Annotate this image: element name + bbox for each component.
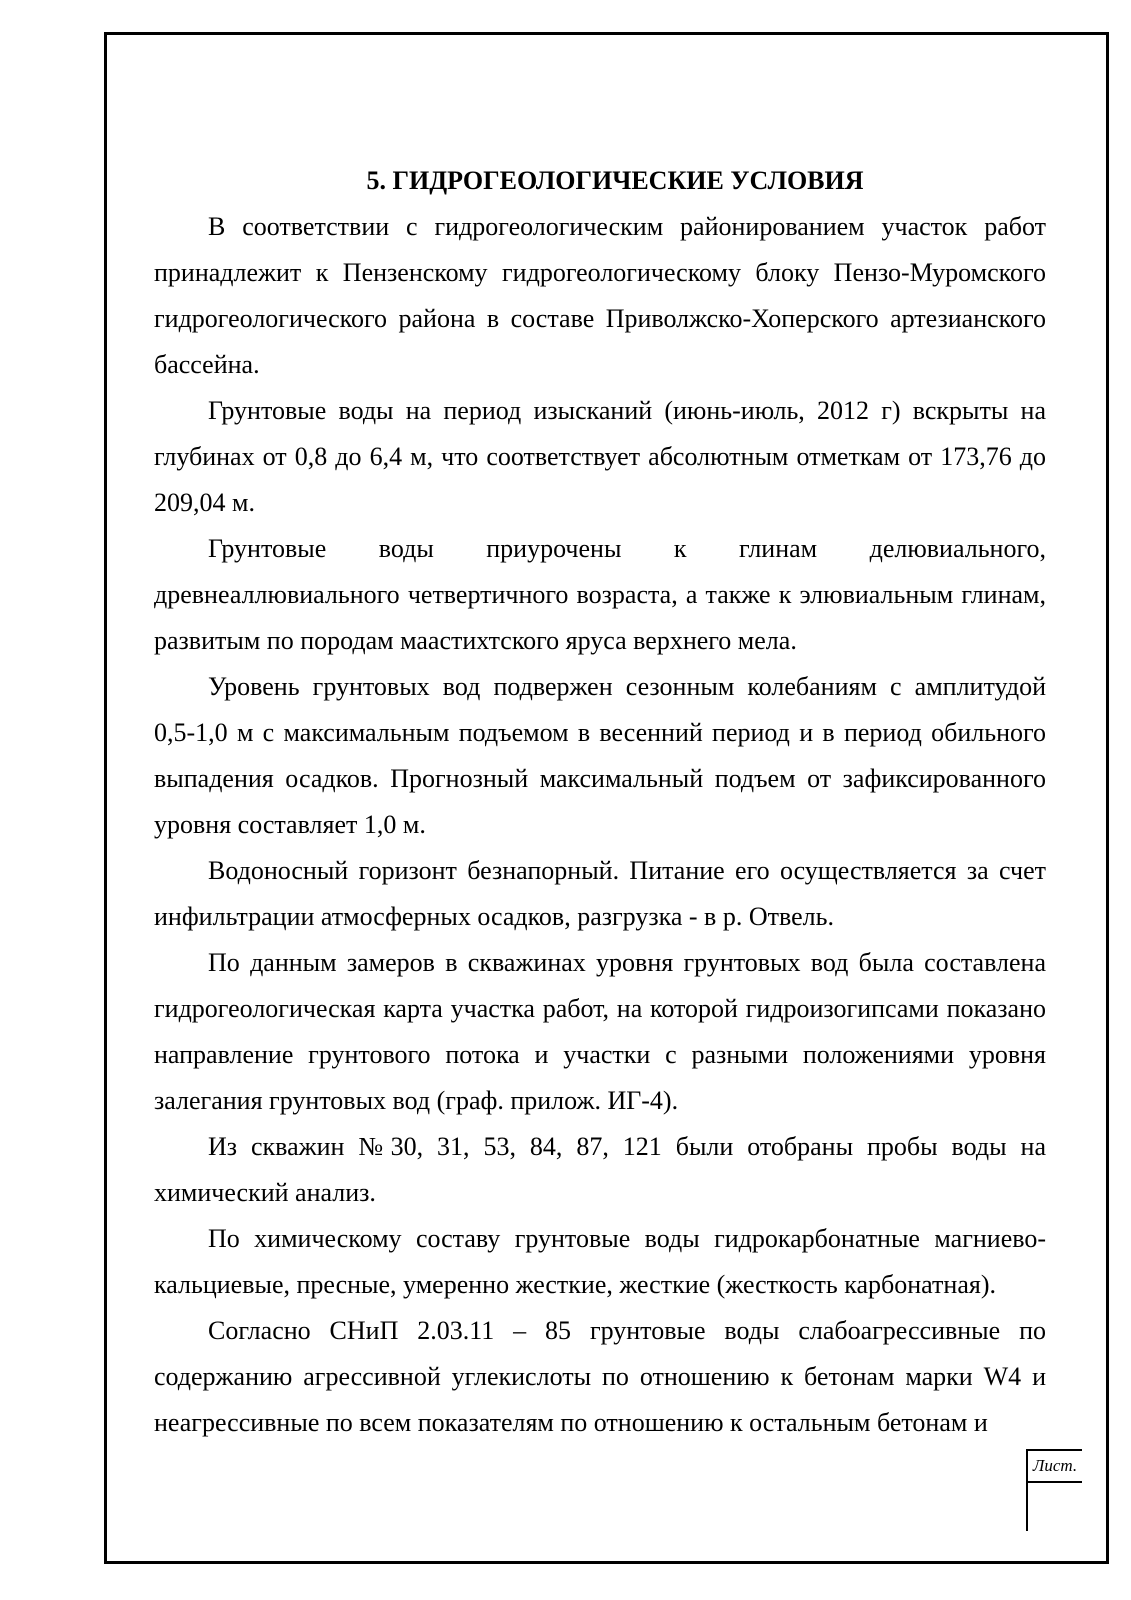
paragraph: Водоносный горизонт безнапорный. Питание его осуществляется за счет инфильтрации атмосферных осадков, разгрузка - в р. Отвель.	[154, 856, 1046, 931]
paragraph: Из скважин №30, 31, 53, 84, 87, 121 были отобраны пробы воды на химический анализ.	[154, 1132, 1046, 1207]
paragraph: По химическому составу грунтовые воды гидрокарбонатные магниево-кальциевые, пресные, умеренно жесткие, жесткие (жесткость карбонатная).	[154, 1224, 1046, 1299]
paragraph: По данным замеров в скважинах уровня грунтовых вод была составлена гидрогеологическая карта участка работ, на которой гидроизогипсами показано направление грунтового потока и участки с разными положениями уровня залегания грунтовых вод (граф. прилож. ИГ-4).	[154, 948, 1046, 1115]
paragraph: Грунтовые воды приурочены к глинам делювиального, древнеаллювиального четвертичного возраста, а также к элювиальным глинам, развитым по породам маастихтского яруса верхнего мела.	[154, 534, 1046, 655]
paragraph: В соответствии с гидрогеологическим районированием участок работ принадлежит к Пензенскому гидрогеологическому блоку Пензо-Муромского гидрогеологического района в составе Приволжско-Хоперского артезианского бассейна.	[154, 212, 1046, 379]
paragraph: Грунтовые воды на период изысканий (июнь-июль, 2012 г) вскрыты на глубинах от 0,8 до 6,4 м, что соответствует абсолютным отметкам от 173,76 до 209,04 м.	[154, 396, 1046, 517]
section-title: 5. ГИДРОГЕОЛОГИЧЕСКИЕ УСЛОВИЯ	[366, 166, 864, 195]
paragraph: Согласно СНиП 2.03.11 – 85 грунтовые воды слабоагрессивные по содержанию агрессивной углекислоты по отношению к бетонам марки W4 и неагрессивные по всем показателям по отношению к остальным бетонам и	[154, 1316, 1046, 1437]
sheet-label: Лист.	[1028, 1451, 1082, 1483]
document-body	[154, 158, 1046, 1446]
sheet-stamp	[1026, 1449, 1082, 1531]
paragraph: Уровень грунтовых вод подвержен сезонным колебаниям с амплитудой 0,5-1,0 м с максимальным подъемом в весенний период и в период обильного выпадения осадков. Прогнозный максимальный подъем от зафиксированного уровня составляет 1,0 м.	[154, 672, 1046, 839]
